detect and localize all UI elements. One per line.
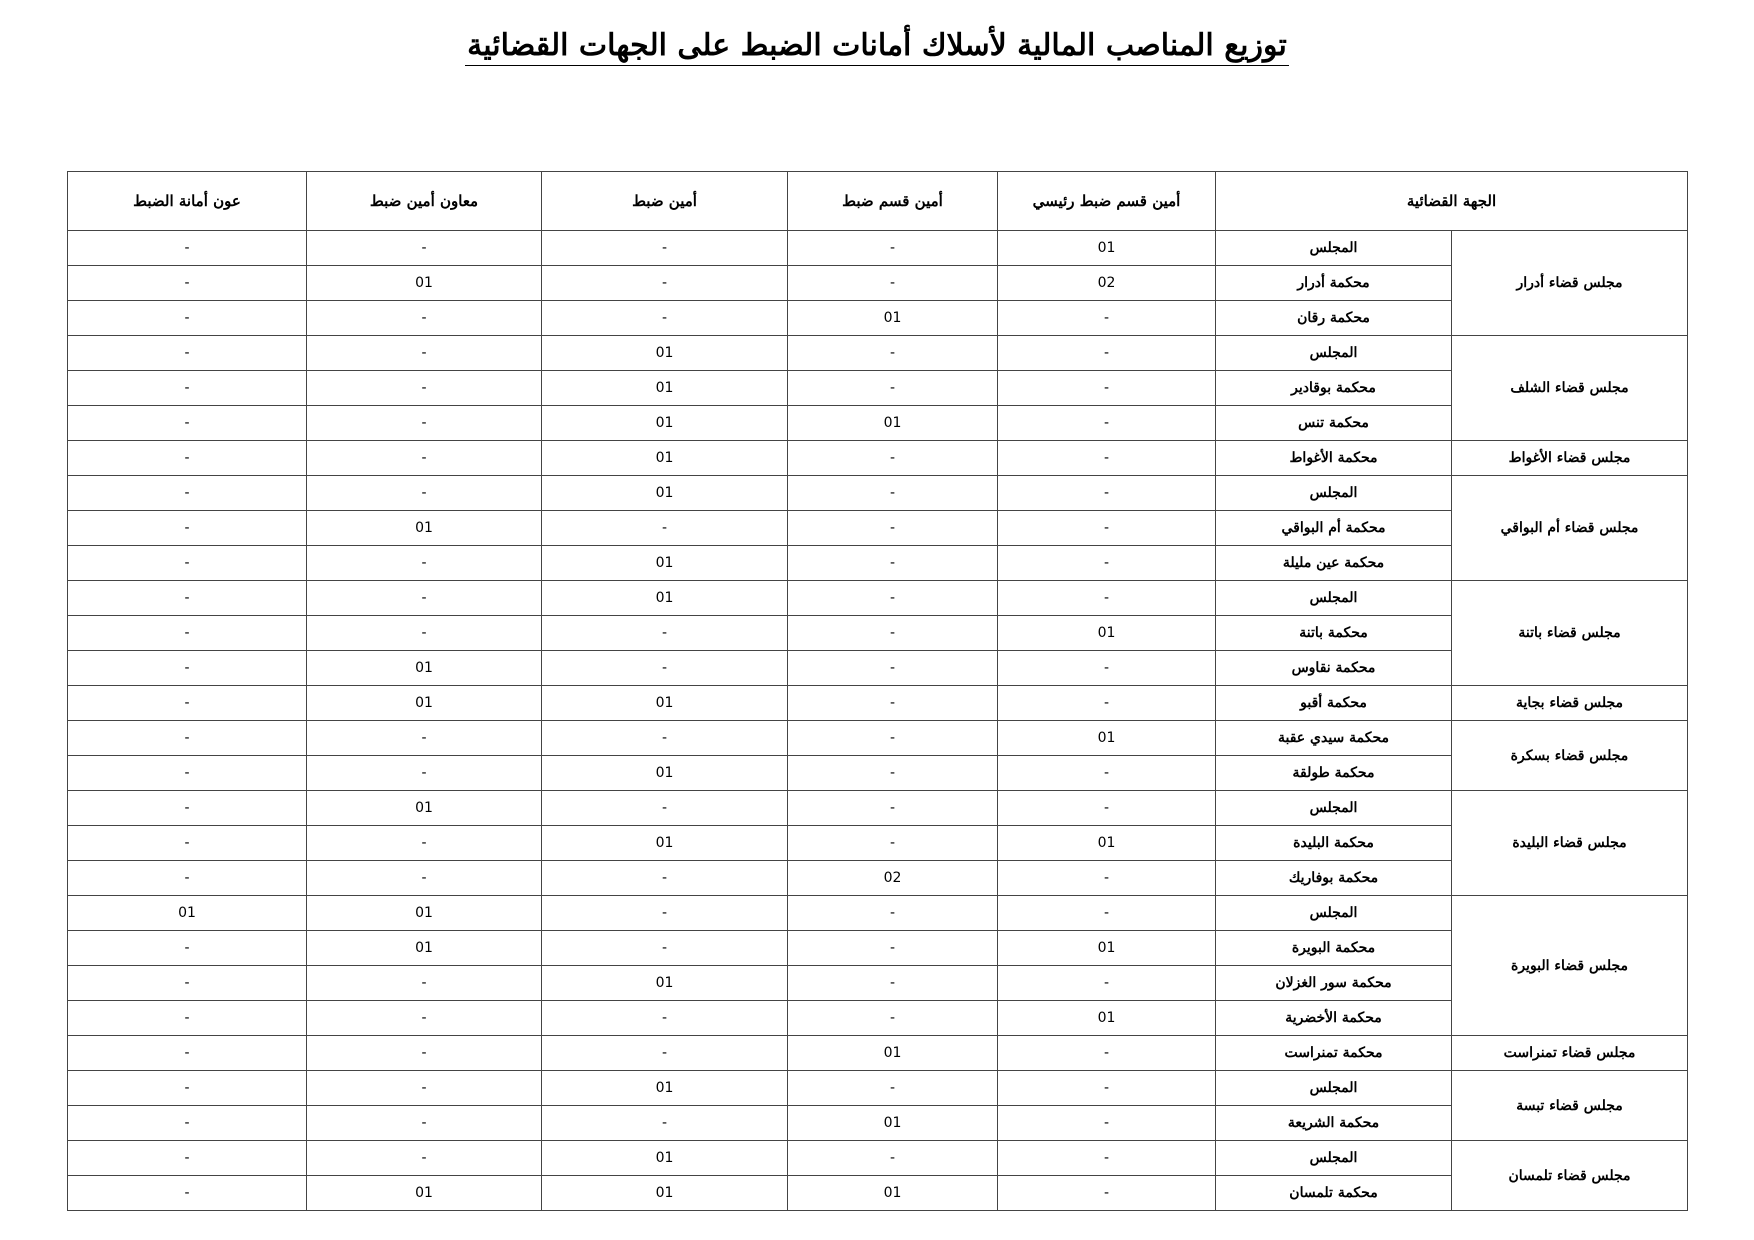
agent-count: - — [68, 1141, 307, 1176]
section-head-count: - — [788, 756, 998, 791]
clerk-count: - — [542, 231, 788, 266]
section-head-count: - — [788, 791, 998, 826]
court-cell: محكمة أدرار — [1216, 266, 1452, 301]
agent-count: - — [68, 966, 307, 1001]
chief-head-count: 02 — [998, 266, 1216, 301]
agent-count: 01 — [68, 896, 307, 931]
clerk-count: - — [542, 651, 788, 686]
assistant-clerk-count: - — [307, 1001, 542, 1036]
court-cell: محكمة رقان — [1216, 301, 1452, 336]
table-row — [68, 581, 1688, 616]
chief-head-count: 01 — [998, 231, 1216, 266]
assistant-clerk-count: - — [307, 336, 542, 371]
council-cell: مجلس قضاء بجاية — [1452, 686, 1688, 721]
court-cell: المجلس — [1216, 581, 1452, 616]
clerk-count: 01 — [542, 581, 788, 616]
council-cell: مجلس قضاء بسكرة — [1452, 721, 1688, 791]
chief-head-count: - — [998, 476, 1216, 511]
table-row — [68, 966, 1688, 1001]
header-chief-head: أمين قسم ضبط رئيسي — [998, 172, 1216, 231]
chief-head-count: - — [998, 406, 1216, 441]
table-header — [68, 172, 1688, 231]
table-row — [68, 1071, 1688, 1106]
table-row — [68, 441, 1688, 476]
chief-head-count: - — [998, 966, 1216, 1001]
court-cell: محكمة بوقادير — [1216, 371, 1452, 406]
clerk-count: - — [542, 861, 788, 896]
assistant-clerk-count: 01 — [307, 686, 542, 721]
clerk-count: - — [542, 301, 788, 336]
clerk-count: 01 — [542, 686, 788, 721]
section-head-count: - — [788, 511, 998, 546]
table-row — [68, 861, 1688, 896]
clerk-count: - — [542, 511, 788, 546]
table-row — [68, 511, 1688, 546]
court-cell: محكمة البليدة — [1216, 826, 1452, 861]
page-title — [0, 28, 1754, 63]
table-row — [68, 266, 1688, 301]
table-row — [68, 406, 1688, 441]
clerk-count: 01 — [542, 1176, 788, 1211]
table-row — [68, 301, 1688, 336]
clerk-count: 01 — [542, 546, 788, 581]
header-agent: عون أمانة الضبط — [68, 172, 307, 231]
court-cell: محكمة الشريعة — [1216, 1106, 1452, 1141]
assistant-clerk-count: - — [307, 301, 542, 336]
assistant-clerk-count: - — [307, 756, 542, 791]
header-section-head: أمين قسم ضبط — [788, 172, 998, 231]
chief-head-count: 01 — [998, 616, 1216, 651]
clerk-count: - — [542, 931, 788, 966]
section-head-count: 01 — [788, 406, 998, 441]
assistant-clerk-count: - — [307, 1106, 542, 1141]
section-head-count: - — [788, 966, 998, 1001]
agent-count: - — [68, 406, 307, 441]
court-cell: محكمة الأغواط — [1216, 441, 1452, 476]
assistant-clerk-count: - — [307, 721, 542, 756]
section-head-count: - — [788, 651, 998, 686]
assistant-clerk-count: 01 — [307, 1176, 542, 1211]
council-cell: مجلس قضاء البويرة — [1452, 896, 1688, 1036]
agent-count: - — [68, 686, 307, 721]
chief-head-count: - — [998, 546, 1216, 581]
section-head-count: - — [788, 1141, 998, 1176]
table-row — [68, 931, 1688, 966]
court-cell: محكمة سور الغزلان — [1216, 966, 1452, 1001]
court-cell: محكمة سيدي عقبة — [1216, 721, 1452, 756]
agent-count: - — [68, 791, 307, 826]
assistant-clerk-count: - — [307, 1071, 542, 1106]
clerk-count: 01 — [542, 441, 788, 476]
clerk-count: 01 — [542, 406, 788, 441]
assistant-clerk-count: - — [307, 476, 542, 511]
chief-head-count: - — [998, 756, 1216, 791]
agent-count: - — [68, 756, 307, 791]
court-cell: المجلس — [1216, 896, 1452, 931]
clerk-count: - — [542, 1106, 788, 1141]
distribution-table — [67, 171, 1688, 1211]
chief-head-count: - — [998, 1106, 1216, 1141]
clerk-count: 01 — [542, 371, 788, 406]
agent-count: - — [68, 861, 307, 896]
court-cell: المجلس — [1216, 1071, 1452, 1106]
court-cell: محكمة تنس — [1216, 406, 1452, 441]
clerk-count: 01 — [542, 336, 788, 371]
chief-head-count: - — [998, 1071, 1216, 1106]
clerk-count: 01 — [542, 966, 788, 1001]
assistant-clerk-count: 01 — [307, 511, 542, 546]
clerk-count: 01 — [542, 826, 788, 861]
agent-count: - — [68, 1036, 307, 1071]
agent-count: - — [68, 336, 307, 371]
council-cell: مجلس قضاء البليدة — [1452, 791, 1688, 896]
court-cell: المجلس — [1216, 336, 1452, 371]
section-head-count: 01 — [788, 1176, 998, 1211]
section-head-count: - — [788, 371, 998, 406]
assistant-clerk-count: - — [307, 861, 542, 896]
assistant-clerk-count: - — [307, 546, 542, 581]
section-head-count: - — [788, 1001, 998, 1036]
section-head-count: 01 — [788, 301, 998, 336]
court-cell: المجلس — [1216, 1141, 1452, 1176]
chief-head-count: - — [998, 581, 1216, 616]
court-cell: المجلس — [1216, 231, 1452, 266]
table-body — [68, 231, 1688, 1211]
table-row — [68, 546, 1688, 581]
agent-count: - — [68, 301, 307, 336]
chief-head-count: 01 — [998, 826, 1216, 861]
council-cell: مجلس قضاء تمنراست — [1452, 1036, 1688, 1071]
court-cell: محكمة عين مليلة — [1216, 546, 1452, 581]
table-row — [68, 616, 1688, 651]
section-head-count: 02 — [788, 861, 998, 896]
chief-head-count: - — [998, 371, 1216, 406]
council-cell: مجلس قضاء تبسة — [1452, 1071, 1688, 1141]
court-cell: محكمة أم البواقي — [1216, 511, 1452, 546]
section-head-count: - — [788, 826, 998, 861]
agent-count: - — [68, 616, 307, 651]
chief-head-count: - — [998, 441, 1216, 476]
section-head-count: - — [788, 896, 998, 931]
chief-head-count: 01 — [998, 721, 1216, 756]
table-row — [68, 756, 1688, 791]
chief-head-count: - — [998, 511, 1216, 546]
table-row — [68, 791, 1688, 826]
section-head-count: - — [788, 336, 998, 371]
table-row — [68, 1106, 1688, 1141]
table-row — [68, 686, 1688, 721]
assistant-clerk-count: - — [307, 581, 542, 616]
clerk-count: - — [542, 721, 788, 756]
agent-count: - — [68, 476, 307, 511]
chief-head-count: 01 — [998, 931, 1216, 966]
clerk-count: 01 — [542, 1071, 788, 1106]
council-cell: مجلس قضاء باتنة — [1452, 581, 1688, 686]
table-row — [68, 231, 1688, 266]
table-row — [68, 1141, 1688, 1176]
council-cell: مجلس قضاء الشلف — [1452, 336, 1688, 441]
chief-head-count: - — [998, 1036, 1216, 1071]
assistant-clerk-count: - — [307, 1036, 542, 1071]
court-cell: محكمة أقبو — [1216, 686, 1452, 721]
section-head-count: - — [788, 686, 998, 721]
section-head-count: - — [788, 581, 998, 616]
assistant-clerk-count: - — [307, 966, 542, 1001]
agent-count: - — [68, 1001, 307, 1036]
clerk-count: 01 — [542, 1141, 788, 1176]
agent-count: - — [68, 581, 307, 616]
section-head-count: - — [788, 476, 998, 511]
assistant-clerk-count: 01 — [307, 896, 542, 931]
chief-head-count: 01 — [998, 1001, 1216, 1036]
assistant-clerk-count: 01 — [307, 651, 542, 686]
court-cell: محكمة نقاوس — [1216, 651, 1452, 686]
table-row — [68, 1036, 1688, 1071]
agent-count: - — [68, 231, 307, 266]
agent-count: - — [68, 266, 307, 301]
table-row — [68, 1176, 1688, 1211]
section-head-count: 01 — [788, 1106, 998, 1141]
court-cell: المجلس — [1216, 476, 1452, 511]
chief-head-count: - — [998, 1176, 1216, 1211]
assistant-clerk-count: - — [307, 406, 542, 441]
agent-count: - — [68, 1106, 307, 1141]
agent-count: - — [68, 931, 307, 966]
table-row — [68, 826, 1688, 861]
section-head-count: 01 — [788, 1036, 998, 1071]
clerk-count: - — [542, 1036, 788, 1071]
council-cell: مجلس قضاء الأغواط — [1452, 441, 1688, 476]
court-cell: محكمة تمنراست — [1216, 1036, 1452, 1071]
table-row — [68, 476, 1688, 511]
section-head-count: - — [788, 931, 998, 966]
clerk-count: 01 — [542, 476, 788, 511]
court-cell: محكمة طولقة — [1216, 756, 1452, 791]
section-head-count: - — [788, 441, 998, 476]
council-cell: مجلس قضاء تلمسان — [1452, 1141, 1688, 1211]
clerk-count: - — [542, 1001, 788, 1036]
section-head-count: - — [788, 616, 998, 651]
assistant-clerk-count: 01 — [307, 266, 542, 301]
table-row — [68, 1001, 1688, 1036]
agent-count: - — [68, 1176, 307, 1211]
clerk-count: - — [542, 266, 788, 301]
table-row — [68, 371, 1688, 406]
assistant-clerk-count: - — [307, 826, 542, 861]
chief-head-count: - — [998, 861, 1216, 896]
agent-count: - — [68, 546, 307, 581]
header-jurisdiction: الجهة القضائية — [1216, 172, 1688, 231]
chief-head-count: - — [998, 651, 1216, 686]
agent-count: - — [68, 441, 307, 476]
council-cell: مجلس قضاء أم البواقي — [1452, 476, 1688, 581]
agent-count: - — [68, 371, 307, 406]
clerk-count: - — [542, 791, 788, 826]
chief-head-count: - — [998, 1141, 1216, 1176]
table-row — [68, 721, 1688, 756]
chief-head-count: - — [998, 301, 1216, 336]
court-cell: محكمة بوفاريك — [1216, 861, 1452, 896]
page-title-text: توزيع المناصب المالية لأسلاك أمانات الضبط على الجهات القضائية — [465, 28, 1289, 66]
court-cell: محكمة البويرة — [1216, 931, 1452, 966]
assistant-clerk-count: 01 — [307, 931, 542, 966]
court-cell: محكمة الأخضرية — [1216, 1001, 1452, 1036]
section-head-count: - — [788, 546, 998, 581]
assistant-clerk-count: - — [307, 1141, 542, 1176]
assistant-clerk-count: - — [307, 231, 542, 266]
header-assistant-clerk: معاون أمين ضبط — [307, 172, 542, 231]
agent-count: - — [68, 1071, 307, 1106]
agent-count: - — [68, 511, 307, 546]
table-row — [68, 336, 1688, 371]
court-cell: المجلس — [1216, 791, 1452, 826]
chief-head-count: - — [998, 791, 1216, 826]
section-head-count: - — [788, 1071, 998, 1106]
council-cell: مجلس قضاء أدرار — [1452, 231, 1688, 336]
table-row — [68, 896, 1688, 931]
assistant-clerk-count: - — [307, 616, 542, 651]
agent-count: - — [68, 826, 307, 861]
chief-head-count: - — [998, 896, 1216, 931]
agent-count: - — [68, 651, 307, 686]
section-head-count: - — [788, 721, 998, 756]
header-row — [68, 172, 1688, 231]
chief-head-count: - — [998, 686, 1216, 721]
clerk-count: 01 — [542, 756, 788, 791]
section-head-count: - — [788, 266, 998, 301]
agent-count: - — [68, 721, 307, 756]
section-head-count: - — [788, 231, 998, 266]
header-clerk: أمين ضبط — [542, 172, 788, 231]
chief-head-count: - — [998, 336, 1216, 371]
court-cell: محكمة باتنة — [1216, 616, 1452, 651]
clerk-count: - — [542, 896, 788, 931]
clerk-count: - — [542, 616, 788, 651]
assistant-clerk-count: - — [307, 441, 542, 476]
assistant-clerk-count: 01 — [307, 791, 542, 826]
table-row — [68, 651, 1688, 686]
assistant-clerk-count: - — [307, 371, 542, 406]
court-cell: محكمة تلمسان — [1216, 1176, 1452, 1211]
